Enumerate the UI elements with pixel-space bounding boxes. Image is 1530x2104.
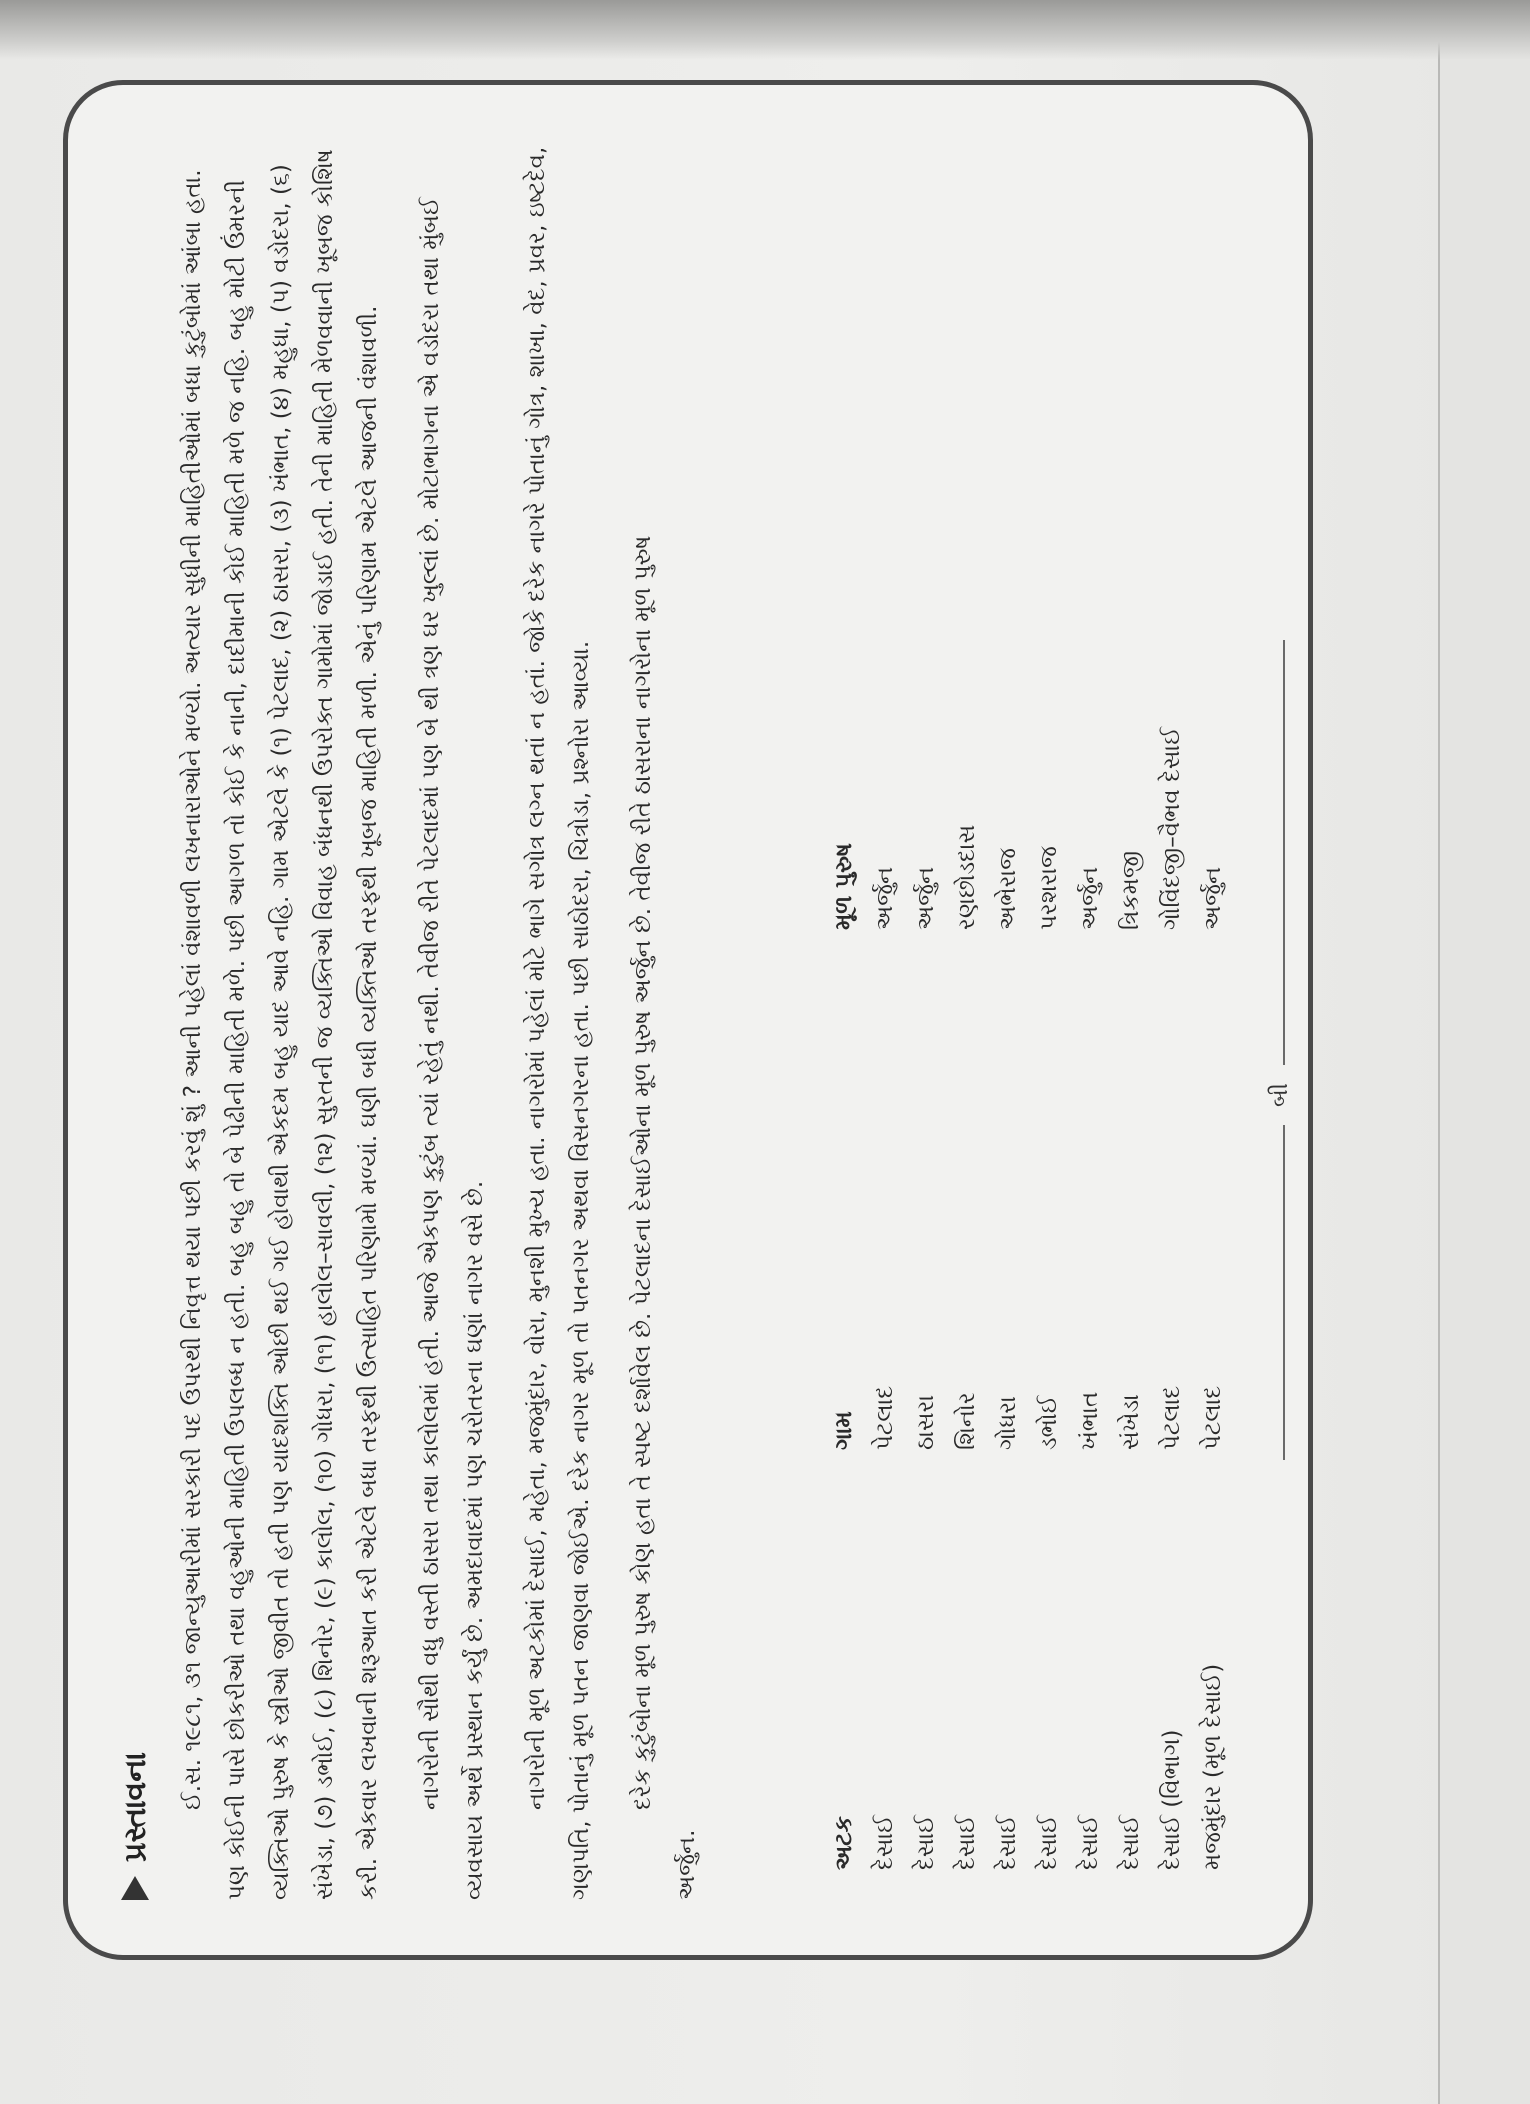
cell-surname: દેસાઈ xyxy=(953,1815,980,1870)
cell-village: પેટલાદ xyxy=(1199,1385,1226,1450)
rotated-page-content xyxy=(3,20,1383,2020)
table-row xyxy=(1028,470,1069,1870)
paragraph-1: ઈ.સ. ૧૯૮૧, ૩૧ જાન્યુઆરીમાં સરકારી પદ ઉપરથી નિવૃત્ત થયા પછી કરવું શું ? આની પહેલાં વંશાવળી લખનારાઓને મળ્યો. અત્યાર સુધીની માહિતીઓમાં બધા કુટુંબોમાં આંબા હતા. પણ કોઈની પાસે છોકરીઓ તથા વહુઓની માહિતી ઉપલબ્ધ ન હતી. બહુ બહુ તો બે પેઢીની માહિતી મળે. પછી આગળ તો કોઈ કે નાની, દાદીમાની કોઈ માહિતી મળે જ નહિ. બહુ મોટી ઉંમરની વ્યક્તિઓ પુરુષ કે સ્ત્રીઓ જીવીત તો હતી પણ યાદશક્તિ ઓછી થઈ ગઈ હોવાથી એકદમ બહુ યાદ આવે નહિ. ગામ એટલે કે (૧) પેટલાદ, (૨) ઠાસરા, (૩) ખંભાત, (૪) મહુધા, (૫) વડોદરા, (૬) સંખેડા, (૭) ડભોઈ, (૮) શિનોર, (૯) કાલોલ, (૧૦) ગોધરા, (૧૧) હાલોલ–સાવલી, (૧૨) સુરતની જ વ્યક્તિઓ વિવાહ બંધનથી ઉપરોક્ત ગામોમાં જોડાઈ હતી. તેની માહિતી મેળવવાની ખૂબજ કોશિષ કરી. એકવાર લખવાની શરૂઆત કરી એટલે બધા તરફથી ઉત્સાહિત પરિણામો મળ્યાં. ઘણી બધી વ્યક્તિઓ તરફથી ખૂબજ માહિતી મળી. એનું પરિણામ એટલે આજની વંશાવળી. xyxy=(180,149,382,1900)
cell-surname: દેસાઈ xyxy=(1035,1815,1062,1870)
adjacent-page-edge xyxy=(1438,0,1530,2104)
cell-surname: દેસાઈ xyxy=(1117,1815,1144,1870)
cell-village: પેટલાદ xyxy=(1158,1385,1185,1450)
cell-ancestor: અભેરાજ xyxy=(994,848,1021,930)
cell-surname: દેસાઈ (વિભાગ) xyxy=(1158,1729,1185,1870)
table-row xyxy=(1069,470,1110,1870)
triangle-bullet-icon xyxy=(121,1876,149,1900)
paragraph-2: નાગરોની સૌથી વધુ વસ્તી ઠાસરા તથા કાલોલમાં હતી. આજે એકપણ કુટુંબ ત્યાં રહેતું નથી. તેવીજ રીતે પેટલાદમાં પણ બે થી ત્રણ ઘર ખુલ્લાં છે. મોટાભાગના એ વડોદરા તથા મુંબઈ વ્યવસાય અર્થે પ્રસ્થાન કર્યું છે. અમદાવાદમાં પણ ચરોતરના ઘણાં નાગર વસે છે. xyxy=(418,197,488,1900)
intro-body xyxy=(171,140,709,1900)
cell-ancestor: અર્જુન xyxy=(912,866,939,930)
cell-village: શિનોર xyxy=(953,1392,980,1450)
cell-ancestor: પરશરાજ xyxy=(1035,846,1062,930)
paragraph-4: દરેક કુટુંબોના મૂળ પુરુષ કોણ હતા તે સ્પષ્ટ દર્શાવેલ છે. પેટલાદના દેસાઈઓના મૂળ પુરુષ અર્જુન છે. તેવીજ રીતે ઠાસરાના નાગરોના મૂળ પુરુષ xyxy=(630,535,656,1810)
table-row xyxy=(1151,470,1192,1870)
ancestor-table xyxy=(823,470,1233,1870)
table-row xyxy=(864,470,905,1870)
cell-ancestor: રણછોડદાસ xyxy=(953,824,980,930)
page-number: બી xyxy=(1268,1065,1293,1125)
table-header-row xyxy=(823,470,864,1870)
cell-ancestor: ગોવિંદજી–વૈભવ દેસાઈ xyxy=(1158,727,1185,930)
header-ancestor: મૂળ પુરુષ xyxy=(830,843,857,930)
cell-village: પેટલાદ xyxy=(871,1385,898,1450)
paragraph-3: નાગરોની મૂળ અટકોમાં દેસાઈ, મહેતા, મજમુંદાર, વોરા, મુનશી મુખ્ય હતા. નાગરોમાં પહેલાં મોટે ભાગે સગોત્ર લગ્ન થતાં ન હતાં. જોકે દરેક નાગરે પોતાનું ગોત્ર, શાખા, વેદ, પ્રવર, ઇષ્ટદેવ, ગણપતિ, પોતાનું મૂળ પતન જાણવા જોઈએ. દરેક નાગર મૂળ તો પતનગર અથવા વિસનગરના હતા. પછી સાઠોદરા, ચિત્રોડા, પ્રશ્નોરા આવ્યા. xyxy=(524,146,594,1900)
header-surname: અટક xyxy=(830,1816,857,1870)
cell-ancestor: અર્જુન xyxy=(1199,866,1226,930)
cell-surname: દેસાઈ xyxy=(1076,1815,1103,1870)
cell-village: ઠાસરા xyxy=(912,1394,939,1450)
section-title: પ્રસ્તાવના xyxy=(117,1752,153,1862)
table-row xyxy=(1110,470,1151,1870)
cell-ancestor: ત્રિકમજી xyxy=(1117,850,1144,930)
table-row xyxy=(905,470,946,1870)
paragraph-4-continuation: અર્જુન. xyxy=(674,1829,700,1900)
cell-ancestor: અર્જુન xyxy=(871,866,898,930)
table-row xyxy=(1192,470,1233,1870)
cell-village: ખંભાત xyxy=(1076,1391,1103,1450)
cell-surname: મજમુંદાર (મૂળ દેસાઈ) xyxy=(1199,1663,1226,1870)
cell-surname: દેસાઈ xyxy=(871,1815,898,1870)
footer-rule xyxy=(1283,640,1285,1460)
table-row xyxy=(946,470,987,1870)
cell-surname: દેસાઈ xyxy=(912,1815,939,1870)
header-village: ગામ xyxy=(830,1411,857,1450)
cell-village: સંખેડા xyxy=(1117,1394,1144,1450)
cell-surname: દેસાઈ xyxy=(994,1815,1021,1870)
table-row xyxy=(987,470,1028,1870)
section-header xyxy=(115,1752,155,1900)
cell-village: ગોધરા xyxy=(994,1396,1021,1450)
cell-village: ડભોઈ xyxy=(1035,1395,1062,1450)
cell-ancestor: અર્જુન xyxy=(1076,866,1103,930)
